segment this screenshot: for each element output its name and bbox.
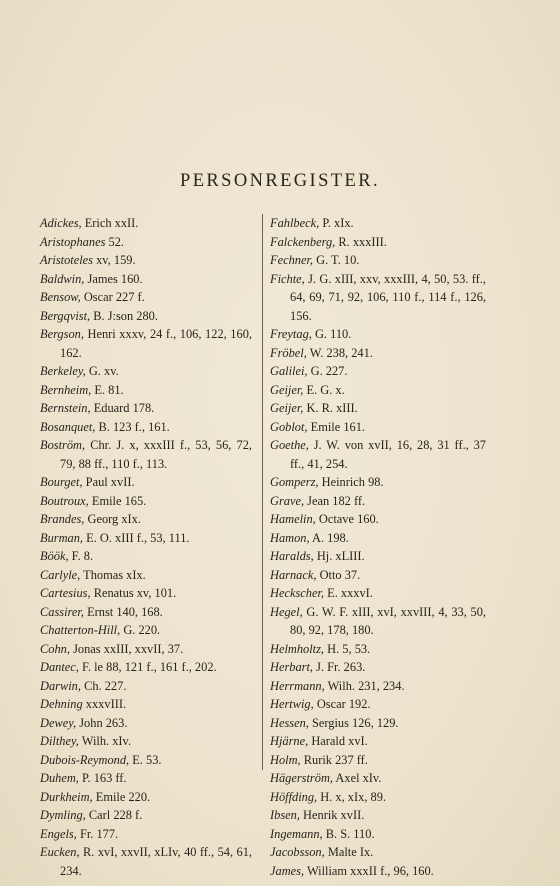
entry-references: Octave 160. bbox=[318, 512, 379, 526]
entry-references: Georg xIx. bbox=[87, 512, 141, 526]
entry-references: Wilh. xIv. bbox=[81, 734, 132, 748]
index-entry bbox=[40, 399, 252, 418]
index-entry bbox=[270, 695, 486, 714]
entry-name: Gomperz, bbox=[270, 475, 319, 489]
index-entry bbox=[270, 547, 486, 566]
entry-name: Hertwig, bbox=[270, 697, 314, 711]
entry-name: Berkeley, bbox=[40, 364, 86, 378]
entry-references: 52. bbox=[108, 234, 125, 249]
index-entry bbox=[270, 769, 486, 788]
entry-name: Hjärne, bbox=[270, 734, 309, 748]
index-entry bbox=[270, 640, 486, 659]
index-entry bbox=[270, 751, 486, 770]
entry-references: Otto 37. bbox=[319, 567, 361, 582]
entry-references: Harald xvI. bbox=[311, 734, 368, 748]
entry-name: Chatterton-Hill, bbox=[40, 623, 121, 637]
entry-name: James, bbox=[270, 863, 305, 878]
entry-name: Haralds, bbox=[270, 549, 314, 563]
entry-name: Helmholtz, bbox=[270, 641, 325, 656]
index-entry bbox=[40, 473, 252, 492]
index-entry bbox=[40, 529, 252, 548]
entry-references: John 263. bbox=[79, 715, 128, 730]
index-entry bbox=[270, 381, 486, 400]
index-entry bbox=[40, 695, 252, 714]
column-divider bbox=[262, 214, 263, 770]
entry-name: Engels, bbox=[40, 826, 77, 841]
entry-name: Jacobsson, bbox=[270, 845, 325, 859]
entry-name: Freytag, bbox=[270, 327, 312, 341]
index-entry bbox=[40, 843, 252, 880]
entry-name: Galilei, bbox=[270, 364, 308, 378]
entry-name: Brandes, bbox=[40, 512, 85, 526]
entry-references: Hj. xLIII. bbox=[316, 549, 365, 563]
entry-references: Paul xvII. bbox=[85, 475, 135, 489]
entry-references: G. T. 10. bbox=[316, 253, 360, 267]
entry-references: G. 220. bbox=[123, 623, 161, 637]
entry-name: Herrmann, bbox=[270, 678, 325, 693]
entry-name: Holm, bbox=[270, 752, 301, 767]
page-title: PERSONREGISTER. bbox=[180, 171, 380, 191]
entry-name: Geijer, bbox=[270, 382, 304, 397]
entry-name: Fechner, bbox=[270, 253, 314, 267]
index-entry bbox=[40, 714, 252, 733]
entry-references: Emile 161. bbox=[310, 419, 366, 434]
entry-references: Wilh. 231, 234. bbox=[327, 678, 405, 693]
index-entry bbox=[270, 233, 486, 252]
entry-references: W. 238, 241. bbox=[309, 345, 373, 360]
index-entry bbox=[40, 381, 252, 400]
entry-name: Bernstein, bbox=[40, 401, 91, 415]
entry-references: G. xv. bbox=[88, 364, 119, 378]
index-entry bbox=[40, 510, 252, 529]
index-entry bbox=[270, 214, 486, 233]
index-entry bbox=[270, 492, 486, 511]
index-entry bbox=[270, 788, 486, 807]
entry-references: B. J:son 280. bbox=[93, 308, 158, 323]
entry-name: Hessen, bbox=[270, 715, 309, 730]
entry-references: R. xxxIII. bbox=[338, 234, 387, 249]
entry-references: H. 5, 53. bbox=[327, 641, 371, 656]
entry-name: Fahlbeck, bbox=[270, 216, 320, 230]
index-entry bbox=[270, 825, 486, 844]
entry-name: Hamon, bbox=[270, 530, 310, 545]
entry-references: J. G. xIII, xxv, xxxIII, 4, 50, 53. ff., 64, 69, 71, 92, 106, 110 f., 114 f., 126, 156. bbox=[290, 271, 486, 323]
entry-name: Geijer, bbox=[270, 401, 304, 415]
index-entry bbox=[270, 510, 486, 529]
index-entry bbox=[270, 677, 486, 696]
entry-references: H. x, xIx, 89. bbox=[320, 789, 387, 804]
entry-name: Goethe, bbox=[270, 438, 309, 452]
entry-name: Harnack, bbox=[270, 567, 317, 582]
entry-name: Carlyle, bbox=[40, 567, 81, 582]
entry-references: Thomas xIx. bbox=[83, 567, 146, 582]
entry-references: E. O. xIII f., 53, 111. bbox=[86, 530, 190, 545]
index-entry bbox=[40, 769, 252, 788]
index-entry bbox=[40, 677, 252, 696]
index-entry bbox=[270, 862, 486, 881]
entry-name: Darwin, bbox=[40, 678, 81, 693]
entry-name: Hägerström, bbox=[270, 771, 333, 785]
index-entry bbox=[270, 270, 486, 326]
entry-references: xv, 159. bbox=[96, 253, 136, 267]
entry-name: Dehning bbox=[40, 697, 83, 711]
entry-references: Fr. 177. bbox=[79, 826, 119, 841]
entry-references: E. 53. bbox=[132, 752, 162, 767]
entry-references: xxxvIII. bbox=[85, 697, 127, 711]
entry-references: Erich xxII. bbox=[84, 216, 139, 230]
index-entry bbox=[40, 603, 252, 622]
entry-references: Ch. 227. bbox=[84, 678, 127, 693]
entry-references: F. le 88, 121 f., 161 f., 202. bbox=[82, 660, 217, 674]
entry-references: Sergius 126, 129. bbox=[312, 715, 399, 730]
index-entry bbox=[270, 806, 486, 825]
entry-references: Emile 220. bbox=[95, 789, 151, 804]
index-entry bbox=[270, 843, 486, 862]
index-entry bbox=[40, 270, 252, 289]
entry-name: Eucken, bbox=[40, 845, 80, 859]
index-entry bbox=[40, 325, 252, 362]
entry-references: B. 123 f., 161. bbox=[98, 419, 170, 434]
entry-name: Dubois-Reymond, bbox=[40, 752, 130, 767]
entry-name: Fichte, bbox=[270, 271, 305, 286]
index-entry bbox=[40, 362, 252, 381]
entry-name: Aristoteles bbox=[40, 253, 93, 267]
index-entry bbox=[270, 399, 486, 418]
entry-references: Rurik 237 ff. bbox=[303, 752, 368, 767]
entry-name: Grave, bbox=[270, 493, 305, 508]
entry-name: Dewey, bbox=[40, 715, 77, 730]
index-entry bbox=[40, 233, 252, 252]
entry-name: Böök, bbox=[40, 549, 69, 563]
index-entry bbox=[40, 566, 252, 585]
index-entry bbox=[270, 344, 486, 363]
entry-name: Fröbel, bbox=[270, 345, 307, 360]
index-entry bbox=[270, 325, 486, 344]
entry-references: Chr. J. x, xxxIII f., 53, 56, 72, 79, 88 ff., 110 f., 113. bbox=[60, 438, 252, 471]
entry-name: Höffding, bbox=[270, 789, 318, 804]
entry-references: Ernst 140, 168. bbox=[87, 604, 163, 619]
entry-references: G. 110. bbox=[314, 327, 352, 341]
index-entry bbox=[40, 640, 252, 659]
entry-name: Boström, bbox=[40, 438, 86, 452]
entry-name: Duhem, bbox=[40, 771, 79, 785]
index-entry bbox=[40, 825, 252, 844]
entry-name: Adickes, bbox=[40, 216, 82, 230]
entry-references: E. 81. bbox=[94, 382, 124, 397]
entry-name: Boutroux, bbox=[40, 493, 89, 508]
entry-references: P. 163 ff. bbox=[82, 771, 127, 785]
entry-references: J. W. von xvII, 16, 28, 31 ff., 37 ff., 41, 254. bbox=[290, 438, 486, 471]
entry-references: Oscar 227 f. bbox=[83, 290, 145, 304]
index-entry bbox=[270, 473, 486, 492]
entry-name: Heckscher, bbox=[270, 586, 325, 600]
index-column-right bbox=[270, 214, 486, 880]
index-entry bbox=[270, 714, 486, 733]
entry-name: Ingemann, bbox=[270, 826, 323, 841]
index-entry bbox=[40, 307, 252, 326]
entry-name: Burman, bbox=[40, 530, 84, 545]
index-entry bbox=[270, 529, 486, 548]
entry-references: A. 198. bbox=[312, 530, 349, 545]
index-entry bbox=[40, 418, 252, 437]
entry-name: Dymling, bbox=[40, 808, 86, 822]
index-entry bbox=[270, 603, 486, 640]
entry-references: Axel xIv. bbox=[335, 771, 382, 785]
entry-name: Dilthey, bbox=[40, 734, 79, 748]
index-entry bbox=[40, 492, 252, 511]
entry-references: William xxxII f., 96, 160. bbox=[306, 863, 434, 878]
entry-references: J. Fr. 263. bbox=[316, 660, 366, 674]
entry-name: Cohn, bbox=[40, 641, 70, 656]
entry-name: Bosanquet, bbox=[40, 419, 96, 434]
entry-references: G. 227. bbox=[310, 364, 348, 378]
entry-name: Bergson, bbox=[40, 327, 84, 341]
index-entry bbox=[40, 621, 252, 640]
index-entry bbox=[270, 566, 486, 585]
index-entry bbox=[270, 584, 486, 603]
entry-name: Cartesius, bbox=[40, 586, 91, 600]
index-entry bbox=[270, 732, 486, 751]
entry-name: Bourget, bbox=[40, 475, 83, 489]
entry-name: Durkheim, bbox=[40, 789, 93, 804]
index-entry bbox=[40, 788, 252, 807]
entry-references: R. xvI, xxvII, xLIv, 40 ff., 54, 61, 234. bbox=[60, 845, 252, 878]
entry-name: Dantec, bbox=[40, 660, 79, 674]
index-entry bbox=[270, 436, 486, 473]
entry-name: Falckenberg, bbox=[270, 234, 336, 249]
index-entry bbox=[270, 251, 486, 270]
index-entry bbox=[40, 584, 252, 603]
index-entry bbox=[270, 362, 486, 381]
index-column-left bbox=[40, 214, 252, 880]
index-entry bbox=[270, 418, 486, 437]
entry-references: Carl 228 f. bbox=[88, 808, 143, 822]
entry-references: Oscar 192. bbox=[316, 697, 371, 711]
entry-references: Malte Ix. bbox=[327, 845, 374, 859]
index-entry bbox=[40, 436, 252, 473]
entry-name: Hamelin, bbox=[270, 512, 316, 526]
entry-references: Henri xxxv, 24 f., 106, 122, 160, 162. bbox=[60, 327, 252, 360]
entry-name: Aristophanes bbox=[40, 234, 106, 249]
entry-references: E. xxxvI. bbox=[327, 586, 373, 600]
entry-references: Heinrich 98. bbox=[321, 475, 384, 489]
entry-references: Renatus xv, 101. bbox=[93, 586, 177, 600]
entry-name: Cassirer, bbox=[40, 604, 84, 619]
entry-references: E. G. x. bbox=[306, 382, 345, 397]
entry-references: Eduard 178. bbox=[93, 401, 155, 415]
entry-name: Hegel, bbox=[270, 604, 303, 619]
index-entry bbox=[40, 251, 252, 270]
entry-references: James 160. bbox=[87, 271, 143, 286]
index-entry bbox=[40, 732, 252, 751]
entry-references: Jonas xxIII, xxvII, 37. bbox=[73, 641, 184, 656]
entry-references: B. S. 110. bbox=[325, 826, 375, 841]
entry-name: Goblot, bbox=[270, 419, 308, 434]
entry-references: F. 8. bbox=[71, 549, 94, 563]
entry-name: Baldwin, bbox=[40, 271, 85, 286]
entry-name: Bensow, bbox=[40, 290, 81, 304]
index-entry bbox=[40, 751, 252, 770]
index-entry bbox=[40, 547, 252, 566]
index-entry bbox=[40, 658, 252, 677]
index-entry bbox=[270, 658, 486, 677]
entry-name: Herbart, bbox=[270, 660, 314, 674]
index-entry bbox=[40, 288, 252, 307]
entry-references: K. R. xIII. bbox=[306, 401, 358, 415]
entry-name: Ibsen, bbox=[270, 808, 300, 822]
entry-name: Bergqvist, bbox=[40, 308, 91, 323]
entry-name: Bernheim, bbox=[40, 382, 92, 397]
entry-references: P. xIx. bbox=[322, 216, 354, 230]
entry-references: G. W. F. xIII, xvI, xxvIII, 4, 33, 50, 80, 92, 178, 180. bbox=[290, 604, 486, 637]
index-entry bbox=[40, 214, 252, 233]
index-entry bbox=[40, 806, 252, 825]
entry-references: Emile 165. bbox=[91, 493, 147, 508]
entry-references: Henrik xvII. bbox=[303, 808, 365, 822]
entry-references: Jean 182 ff. bbox=[307, 493, 366, 508]
